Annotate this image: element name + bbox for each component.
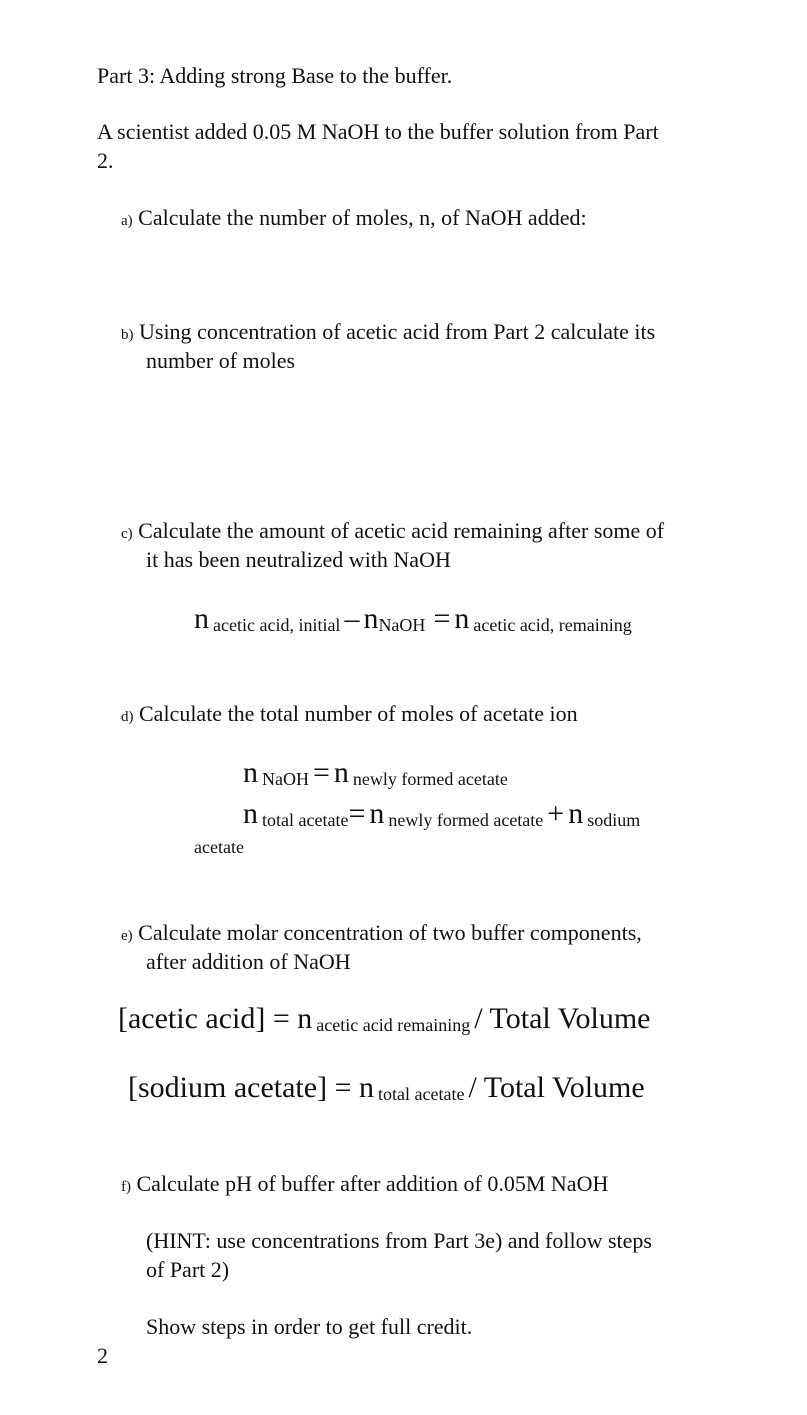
eq-d2-n1: n — [243, 797, 258, 830]
eq-c-sub1: acetic acid, initial — [213, 615, 341, 635]
question-f — [121, 1170, 608, 1201]
eq-d1-sub1: NaOH — [262, 769, 309, 789]
eq-d2-sub3-wrap: acetate — [194, 837, 244, 857]
question-b — [121, 318, 655, 349]
question-a-marker: a) — [121, 213, 133, 229]
eq-c-n2: n — [363, 602, 379, 635]
eq-e1-sub: acetic acid remaining — [316, 1015, 471, 1035]
equation-d-2 — [243, 797, 640, 831]
question-e — [121, 919, 642, 950]
eq-d2-n2: n — [369, 797, 385, 830]
question-e-marker: e) — [121, 928, 133, 944]
eq-c-op1: – — [344, 602, 360, 635]
intro-line-2: 2. — [97, 148, 114, 173]
question-c-text: Calculate the amount of acetic acid remaining after some of — [138, 518, 665, 543]
question-e-text: Calculate molar concentration of two buffer components, — [138, 920, 642, 945]
eq-c-n3: n — [454, 602, 470, 635]
question-c-marker: c) — [121, 526, 133, 542]
eq-c-sub2: NaOH — [378, 615, 426, 635]
page-number: 2 — [97, 1343, 108, 1368]
question-e-text-2: after addition of NaOH — [146, 949, 351, 974]
question-c — [121, 517, 664, 548]
question-f-marker: f) — [121, 1179, 131, 1195]
question-a — [121, 204, 587, 235]
eq-c-op2: = — [433, 602, 451, 635]
question-c-text-2: it has been neutralized with NaOH — [146, 547, 451, 572]
eq-d2-sub2: newly formed acetate — [388, 810, 544, 830]
question-d-text: Calculate the total number of moles of acetate ion — [139, 701, 578, 726]
eq-d1-sub2: newly formed acetate — [352, 769, 508, 789]
eq-e1-left: [acetic acid] = n — [118, 1002, 313, 1035]
equation-c — [194, 602, 632, 636]
eq-d2-sub3: sodium — [587, 810, 641, 830]
eq-c-sub3: acetic acid, remaining — [473, 615, 632, 635]
question-d-marker: d) — [121, 709, 134, 725]
question-f-note: Show steps in order to get full credit. — [146, 1314, 473, 1339]
eq-e2-left: [sodium acetate] = n — [128, 1071, 374, 1104]
question-f-hint-1: (HINT: use concentrations from Part 3e) and follow steps — [146, 1228, 652, 1253]
eq-c-n1: n — [194, 602, 209, 635]
eq-d2-op2: + — [547, 797, 565, 830]
question-b-text: Using concentration of acetic acid from Part 2 calculate its — [139, 319, 656, 344]
question-f-hint-2: of Part 2) — [146, 1257, 230, 1282]
question-a-text: Calculate the number of moles, n, of NaOH added: — [138, 205, 587, 230]
eq-d2-op1: = — [348, 797, 366, 830]
equation-e-2 — [128, 1071, 645, 1105]
equation-d-1 — [243, 756, 508, 790]
eq-e2-right: / Total Volume — [468, 1071, 645, 1104]
eq-e2-sub: total acetate — [378, 1084, 465, 1104]
question-b-text-2: number of moles — [146, 348, 296, 373]
eq-d1-n2: n — [333, 756, 349, 789]
eq-e1-right: / Total Volume — [474, 1002, 651, 1035]
question-d — [121, 700, 578, 731]
question-b-marker: b) — [121, 327, 134, 343]
eq-d1-op: = — [313, 756, 330, 789]
equation-e-1 — [118, 1002, 650, 1036]
part-title: Part 3: Adding strong Base to the buffer. — [97, 63, 453, 88]
eq-d1-n1: n — [243, 756, 258, 789]
eq-d2-sub1: total acetate — [262, 810, 349, 830]
intro-line-1: A scientist added 0.05 M NaOH to the buffer solution from Part — [97, 119, 659, 144]
eq-d2-n3: n — [568, 797, 584, 830]
question-f-text: Calculate pH of buffer after addition of 0.05M NaOH — [136, 1171, 609, 1196]
